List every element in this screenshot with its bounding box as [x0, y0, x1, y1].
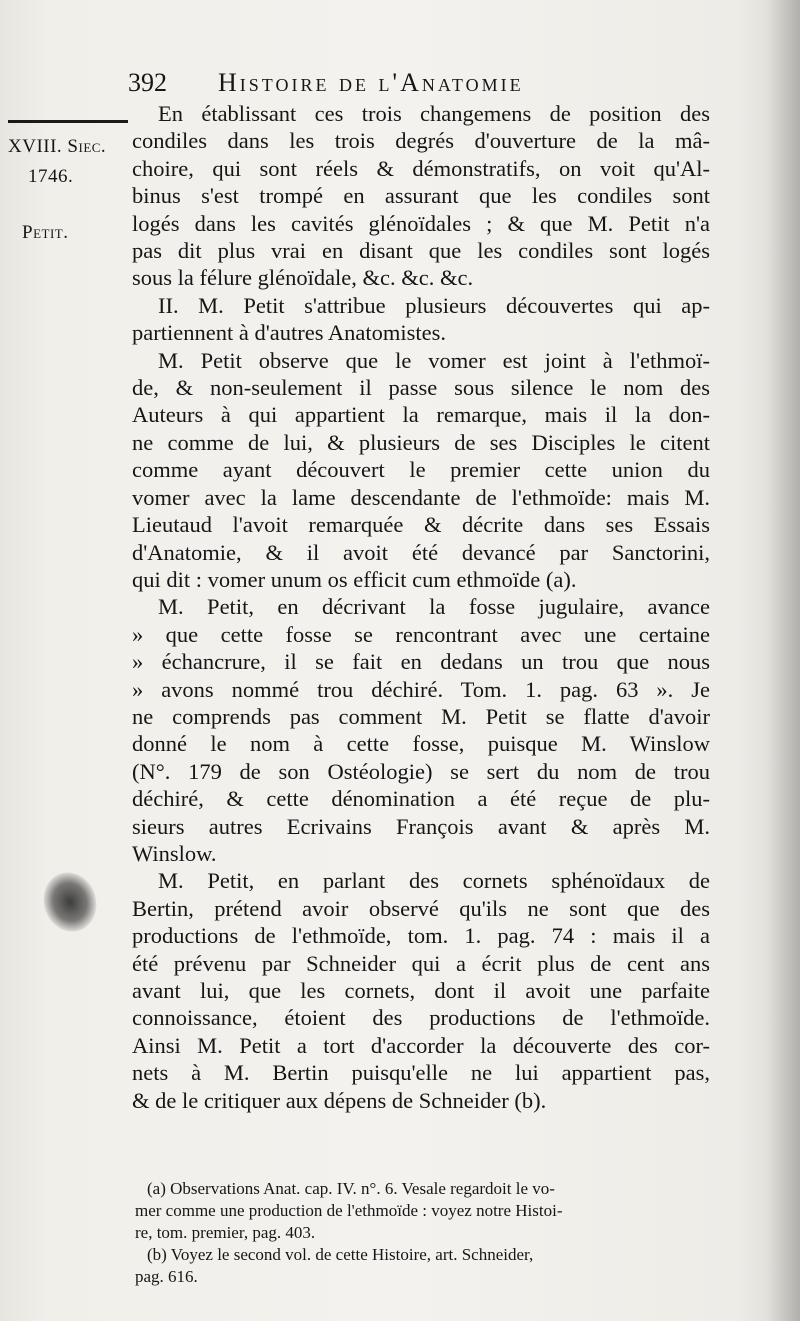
text-line: Ainsi M. Petit a tort d'accorder la découverte des cor- — [132, 1032, 710, 1058]
text-line: & de le critiquer aux dépens de Schneider (b). — [132, 1087, 547, 1113]
text-line: sous la félure glénoïdale, &c. &c. &c. — [132, 265, 474, 291]
text-line: » avons nommé trou déchiré. Tom. 1. pag. 63 ». Je — [132, 676, 710, 702]
text-line: pas dit plus vrai en disant que les condiles sont logés — [132, 238, 710, 264]
text-line: qui dit : vomer unum os efficit cum ethmoïde (a). — [132, 566, 577, 592]
text-line: M. Petit, en parlant des cornets sphénoïdaux de — [158, 868, 710, 894]
page-number: 392 — [128, 68, 167, 97]
running-title: Histoire de l'Anatomie — [218, 68, 524, 97]
text-line: choire, qui sont réels & démonstratifs, on voit qu'Al- — [132, 155, 710, 181]
footnotes — [135, 1178, 710, 1288]
text-line: sieurs autres Ecrivains François avant & après M. — [132, 813, 710, 839]
text-line: productions de l'ethmoïde, tom. 1. pag. 74 : mais il a — [132, 923, 710, 949]
text-line: » que cette fosse se rencontrant avec une certaine — [132, 621, 710, 647]
text-line: logés dans les cavités glénoïdales ; & que M. Petit n'a — [132, 210, 710, 236]
text-line: condiles dans les trois degrés d'ouverture de la mâ- — [132, 128, 710, 154]
text-line: (N°. 179 de son Ostéologie) se sert du nom de trou — [132, 758, 710, 784]
text-line: ne comprends pas comment M. Petit se flatte d'avoir — [132, 703, 710, 729]
text-line: M. Petit observe que le vomer est joint à l'ethmoï- — [158, 347, 710, 373]
text-line: comme ayant découvert le premier cette union du — [132, 457, 710, 483]
text-line: Winslow. — [132, 840, 217, 866]
text-line: En établissant ces trois changemens de position des — [158, 101, 710, 126]
text-line: binus s'est trompé en assurant que les condiles sont — [132, 183, 710, 209]
text-line: ne comme de lui, & plusieurs de ses Disciples le citent — [132, 429, 710, 455]
body-text — [132, 100, 710, 1114]
text-line: Lieutaud l'avoit remarquée & décrite dans ses Essais — [132, 512, 710, 538]
text-line: déchiré, & cette dénomination a été reçue de plu- — [132, 786, 710, 812]
gutter-shadow — [766, 0, 800, 1321]
margin-rule — [8, 120, 128, 123]
text-line: vomer avec la lame descendante de l'ethmoïde: mais M. — [132, 484, 710, 510]
text-line: été prévenu par Schneider qui a écrit plus de cent ans — [132, 950, 710, 976]
footnote-line: re, tom. premier, pag. 403. — [135, 1223, 316, 1242]
text-line: Auteurs à qui appartient la remarque, mais il la don- — [132, 402, 710, 428]
text-line: II. M. Petit s'attribue plusieurs découvertes qui ap- — [158, 292, 710, 318]
text-line: partiennent à d'autres Anatomistes. — [132, 320, 446, 346]
ink-smudge — [36, 865, 104, 938]
text-line: d'Anatomie, & il avoit été devancé par Sanctorini, — [132, 539, 710, 565]
text-line: nets à M. Bertin puisqu'elle ne lui appartient pas, — [132, 1060, 710, 1086]
text-line: de, & non-seulement il passe sous silence le nom des — [132, 375, 710, 401]
footnote-line: mer comme une production de l'ethmoïde : voyez notre Histoi- — [135, 1201, 563, 1220]
text-line: donné le nom à cette fosse, puisque M. Winslow — [132, 731, 710, 757]
footnote-line: (a) Observations Anat. cap. IV. n°. 6. Vesale regardoit le vo- — [147, 1179, 555, 1198]
footnote-line: (b) Voyez le second vol. de cette Histoire, art. Schneider, — [147, 1245, 534, 1264]
margin-note-year: 1746. — [28, 166, 74, 187]
text-line: » échancrure, il se fait en dedans un trou que nous — [132, 649, 710, 675]
text-line: connoissance, étoient des productions de l'ethmoïde. — [132, 1005, 710, 1031]
footnote-line: pag. 616. — [135, 1267, 198, 1286]
text-line: Bertin, prétend avoir observé qu'ils ne sont que des — [132, 895, 710, 921]
margin-note-century: XVIII. Siec. — [8, 136, 107, 157]
text-line: avant lui, que les cornets, dont il avoit une parfaite — [132, 978, 710, 1003]
margin-note-author: Petit. — [22, 222, 69, 243]
text-line: M. Petit, en décrivant la fosse jugulaire, avance — [158, 594, 710, 620]
